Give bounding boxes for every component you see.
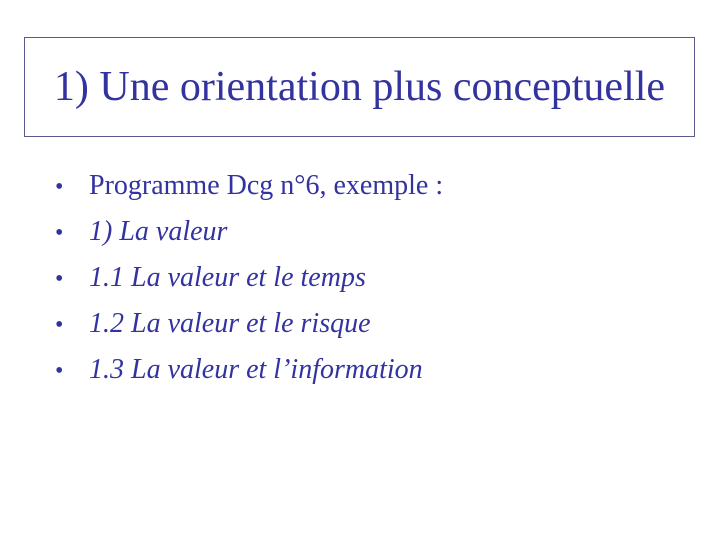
bullet-icon: • (55, 312, 64, 338)
bullet-icon: • (55, 358, 64, 384)
bullet-icon: • (55, 266, 64, 292)
bullet-icon: • (55, 174, 64, 200)
title-box (24, 37, 695, 137)
bullet-list (55, 163, 443, 393)
list-item-text: 1.3 La valeur et l’information (89, 354, 423, 385)
list-item (55, 255, 443, 301)
slide-title: 1) Une orientation plus conceptuelle (53, 64, 666, 110)
list-item (55, 347, 443, 393)
list-item-text: 1) La valeur (89, 216, 228, 247)
list-item (55, 301, 443, 347)
list-item-text: 1.1 La valeur et le temps (89, 262, 366, 293)
list-item (55, 209, 443, 255)
list-item-text: Programme Dcg n°6, exemple : (89, 170, 444, 201)
list-item-text: 1.2 La valeur et le risque (89, 308, 371, 339)
list-item (55, 163, 443, 209)
bullet-icon: • (55, 220, 64, 246)
